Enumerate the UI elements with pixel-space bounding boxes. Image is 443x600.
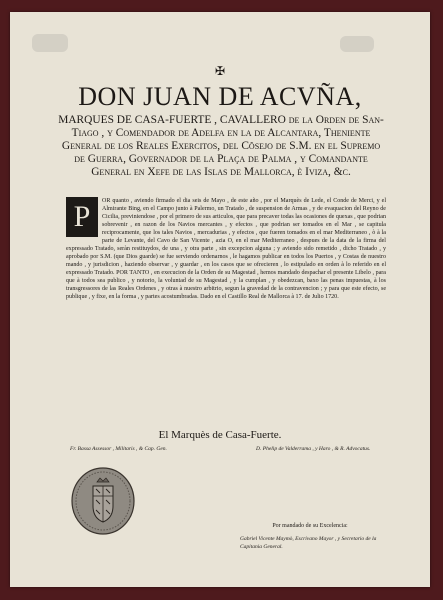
assessor-reference: Fr. Bassa Assessor , Militaris , & Cap. Gen. — [70, 446, 167, 452]
decorated-initial: P — [66, 197, 98, 237]
edict-text: OR quanto , aviendo firmado el dia seis de Mayo , de este año , por el Marquès de Lede, el Conde de Merci, y el Almirante Bing, en el Campo junto à Palermo, un Tratado , de suspension de Armas , y de evaquacion del Reyno de Cicilia, previniendose , por el primero de sus articulos, que para precaver todas las ocasiones de quexas , que podrian sobrevenir , en razon de los Navios mercantes , y efectos , que podrian ser tomados en el Mar , se capitula reciprocamente, que los tales Navios , mercadurias , y efectos , que fueren tomados en el mar Mediterraneo , ò à la parte de Levante, del Cavo de San Vicente , azia O, en el mar Mediterraneo , despues de la data de la firma del expressado Tratado, seràn restituydos, de una , y otra parte , sin excepcion alguna ; y aviendo sido remetido , dicho Tratado , y aprobado por S.M. (que Dios guarde) se fue serviendo ordenarnos , le hagamos publicar en todos los Puertos , y Costas de nuestro mando , y jurisdicion , haziendo observar , y guardar , en los casos que se ofrecieren , lo estipulado en orden à lo referido en el expressado Tratado. POR TANTO , en execucion de la Orden de su Magestad , hemos mandado despachar el presente Libelo , para que à todos sea publico , y notorio, la voluntad de su Magestad , y la cumplan , y obedezcan, baxo las penas impuestas, à los transgressores de las Reales Ordenes , y otras à nuestro arbitrio, segun la gravedad de la contravencion ; y para que este efecto, se publique , y fixe, en la forma , y partes acostumbradas. Dado en el Castillo Real de Mallorca à 17. de Julio 1720. — [66, 198, 386, 300]
document-title: DON JUAN DE ACVÑA, — [78, 82, 362, 111]
paper-stain — [32, 34, 68, 52]
advocate-reference: D. Phelip de Valderrama , y Haro , & R. Advocatus. — [256, 446, 371, 452]
secretary-signature: Gabriel Vicente Maymò, Escrivano Mayor , y Secretario de la Capitania General. — [240, 536, 377, 550]
edict-body — [66, 197, 386, 301]
cross-pattee-icon: ✠ — [214, 64, 226, 78]
paper-stain — [340, 36, 374, 52]
signature-line: El Marquès de Casa-Fuerte. — [158, 429, 282, 441]
mandate-line: Por mandado de su Excelencia: — [272, 523, 348, 529]
royal-coat-of-arms-seal-icon — [70, 466, 136, 536]
edict-sheet — [10, 12, 430, 587]
mandate-block — [240, 522, 380, 551]
titles-heading: MARQUES DE CASA-FUERTE , CAVALLERO de la Orden de San-Tiago , y Comendador de Adelfa en la de Alcantara, Theniente General de los Reales Exercitos, del Cõsejo de S.M. en el Supremo de Guerra, Governador de la Plaça de Palma , y Comandante General en Xefe de las Islas de Mallorca, è Iviza, &c. — [58, 114, 384, 178]
